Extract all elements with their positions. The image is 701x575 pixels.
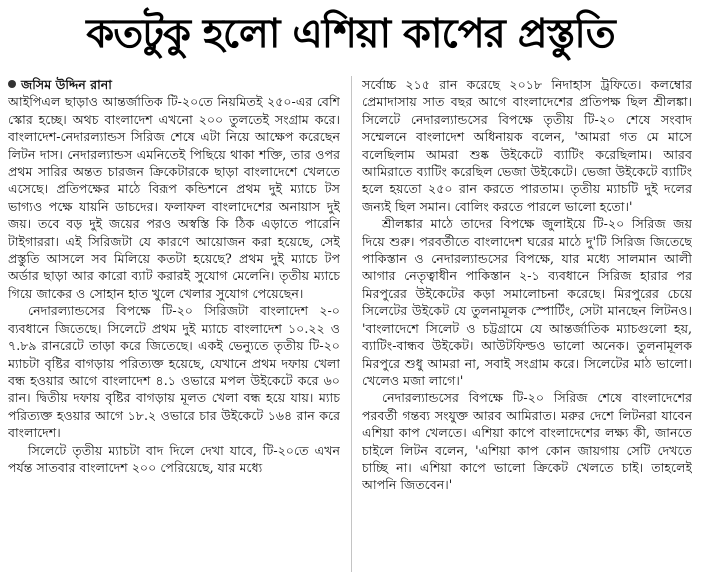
- headline: কতটুকু হলো এশিয়া কাপের প্রস্তুতি: [86, 11, 615, 57]
- paragraph: আইপিএল ছাড়াও আন্তর্জাতিক টি-২০তে নিয়মিতই ২৫০-এর বেশি স্কোর হচ্ছে। অথচ বাংলাদেশ এখনো ২০০ তুলতেই সংগ্রাম করে। বাংলাদেশ-নেদারল্যান্ডস সিরিজ শেষে এটা নিয়ে আক্ষেপ করেছেন লিটন দাস। নেদারল্যান্ডস এমনিতেই পিছিয়ে থাকা শক্তি, তার ওপর প্রথম সারির অন্তত চারজন ক্রিকেটারকে ছাড়া বাংলাদেশে খেলতে এসেছে। প্রতিপক্ষের মাঠে বিরূপ কন্ডিশনে প্রথম দুই ম্যাচে টস ভাগ্যও পক্ষে যায়নি ডাচদের। ফলাফল বাংলাদেশের অনায়াস দুই জয়। তবে বড় দুই জয়ের পরও অস্বস্তি কি ঠিক এড়াতে পারেনি টাইগাররা। এই সিরিজটা যে কারণে আয়োজন করা হয়েছে, সেই প্রস্তুতি আসলে সব মিলিয়ে কতটা হয়েছে? প্রথম দুই ম্যাচে টপ অর্ডার ছাড়া আর কারো ব্যাট করারই সুযোগ মেলেনি। তৃতীয় ম্যাচে গিয়ে জাকের ও সোহান হাত খুলে খেলার সুযোগ পেয়েছেন।: [8, 94, 340, 301]
- byline: [8, 76, 340, 93]
- bullet-icon: [8, 80, 16, 88]
- paragraph: সিলেটে তৃতীয় ম্যাচটা বাদ দিলে দেখা যাবে, টি-২০তে এখন পর্যন্ত সাতবার বাংলাদেশ ২০০ পেরিয়েছে, যার মধ্যে: [8, 442, 340, 475]
- article-column-right: [362, 76, 692, 572]
- column-divider: [351, 76, 352, 572]
- paragraph: সর্বোচ্চ ২১৫ রান করেছে ২০১৮ নিদাহাস ট্রফিতে। কলম্বোর প্রেমাদাসায় সাত বছর আগে বাংলাদেশের প্রতিপক্ষ ছিল শ্রীলঙ্কা। সিলেটে নেদারল্যান্ডসের বিপক্ষে তৃতীয় টি-২০ শেষে সংবাদ সম্মেলনে বাংলাদেশ অধিনায়ক বলেন, 'আমরা গত মে মাসে বলেছিলাম আমরা শুষ্ক উইকেটে ব্যাটিং করেছিলাম। আরব আমিরাতে ব্যাটিং করেছিল ভেজা উইকেটে। ভেজা উইকেটে ব্যাটিং হলে হয়তো ২৫০ রান করতে পারতাম। তৃতীয় ম্যাচটি দুই দলের জন্যই ছিল সমান। বোলিং করতে পারলে ভালো হতো।': [362, 77, 692, 214]
- author-name: জসিম উদ্দিন রানা: [21, 77, 112, 92]
- paragraph: শ্রীলঙ্কার মাঠে তাদের বিপক্ষে জুলাইয়ে টি-২০ সিরিজ জয় দিয়ে শুরু। পরবর্তীতে বাংলাদেশ ঘরের মাঠে দু'টি সিরিজ জিতেছে পাকিস্তান ও নেদারল্যান্ডসের বিপক্ষে, যার মধ্যে সালমান আলী আগার নেতৃত্বাধীন পাকিস্তান ২-১ ব্যবধানে সিরিজ হারার পর মিরপুরের উইকেটের কড়া সমালোচনা করেছে। মিরপুরের চেয়ে সিলেটের উইকেট যে তুলনামূলক স্পোর্টিং, সেটা মানছেন লিটনও। 'বাংলাদেশে সিলেট ও চট্টগ্রামে যে আন্তর্জাতিক ম্যাচগুলো হয়, ব্যাটিং-বান্ধব উইকেট। আউটফিল্ডও ভালো অনেক। তুলনামূলক মিরপুরে শুধু আমরা না, সবাই সংগ্রাম করে। সিলেটের মাঠ ভালো। খেলেও মজা লাগে।': [362, 216, 692, 388]
- paragraph: নেদারল্যান্ডসের বিপক্ষে টি-২০ সিরিজ শেষে বাংলাদেশের পরবর্তী গন্তব্য সংযুক্ত আরব আমিরাত। মরুর দেশে লিটনরা যাবেন এশিয়া কাপ খেলতে। এশিয়া কাপে বাংলাদেশের লক্ষ্য কী, জানতে চাইলে লিটন বলেন, 'এশিয়া কাপ কোন জায়গায় সেটি দেখতে চাচ্ছি না। এশিয়া কাপে ভালো ক্রিকেট খেলতে চাই। তাহলেই আপনি জিতবেন।': [362, 390, 692, 493]
- article-column-left: [8, 76, 340, 572]
- paragraph: নেদারল্যান্ডসের বিপক্ষে টি-২০ সিরিজটা বাংলাদেশ ২-০ ব্যবধানে জিতেছে। সিলেটে প্রথম দুই ম্যাচে বাংলাদেশ ১০.২২ ও ৭.৮৯ রানরেটে তাড়া করে জিতেছে। একই ভেন্যুতে তৃতীয় টি-২০ ম্যাচটা বৃষ্টির বাগড়ায় পরিত্যক্ত হয়েছে, যেখানে প্রথম দফায় খেলা বন্ধ হওয়ার আগে বাংলাদেশ ৪.১ ওভারে মপল উইকেটে করে ৬০ রান। দ্বিতীয় দফায় বৃষ্টির বাগড়ায় মূলত খেলা বন্ধ হয়ে যায়। ম্যাচ পরিত্যক্ত হওয়ার আগে ১৮.২ ওভারে চার উইকেটে ১৬৪ রান করে বাংলাদেশ।: [8, 303, 340, 441]
